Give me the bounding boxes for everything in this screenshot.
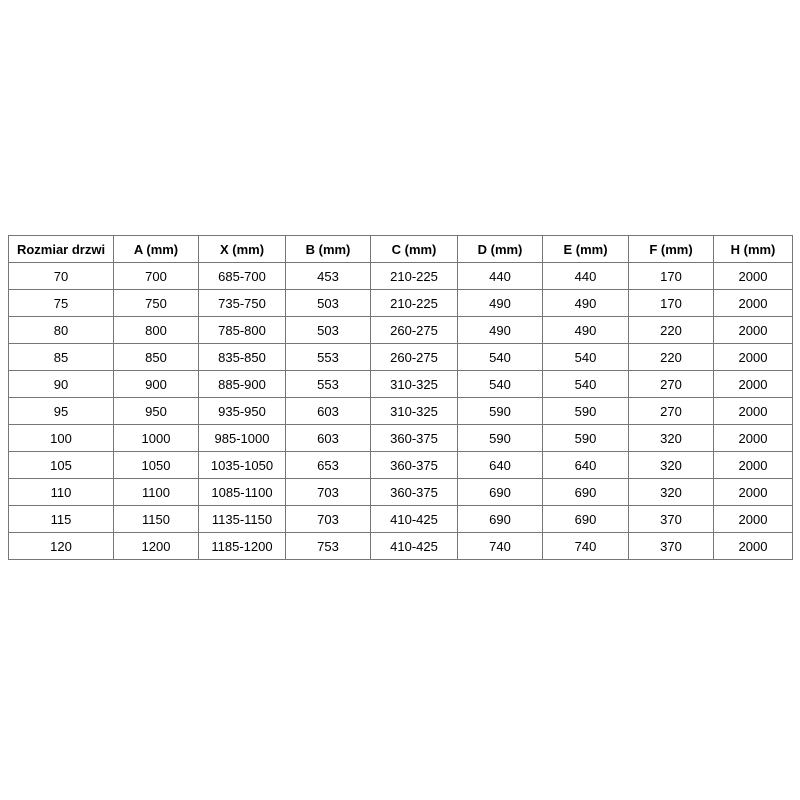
table-row [9, 425, 793, 452]
table-cell: 985-1000 [199, 425, 286, 452]
table-header [9, 236, 793, 263]
table-cell: 2000 [714, 344, 793, 371]
table-row [9, 479, 793, 506]
table-cell: 110 [9, 479, 114, 506]
table-cell: 490 [543, 317, 629, 344]
table-row [9, 371, 793, 398]
table-cell: 490 [458, 317, 543, 344]
table-cell: 370 [629, 506, 714, 533]
table-cell: 800 [114, 317, 199, 344]
table-cell: 740 [458, 533, 543, 560]
table-cell: 105 [9, 452, 114, 479]
table-row [9, 506, 793, 533]
table-cell: 640 [543, 452, 629, 479]
table-cell: 2000 [714, 263, 793, 290]
table-cell: 2000 [714, 398, 793, 425]
table-cell: 935-950 [199, 398, 286, 425]
table-cell: 653 [286, 452, 371, 479]
table-cell: 603 [286, 398, 371, 425]
table-cell: 2000 [714, 452, 793, 479]
table-body [9, 263, 793, 560]
table-cell: 553 [286, 371, 371, 398]
header-cell-6: E (mm) [543, 236, 629, 263]
table-cell: 2000 [714, 479, 793, 506]
table-cell: 785-800 [199, 317, 286, 344]
table-cell: 440 [543, 263, 629, 290]
table-cell: 360-375 [371, 425, 458, 452]
table-row [9, 533, 793, 560]
table-cell: 540 [543, 371, 629, 398]
table-cell: 220 [629, 344, 714, 371]
table-cell: 260-275 [371, 317, 458, 344]
table-cell: 1135-1150 [199, 506, 286, 533]
table-cell: 690 [458, 479, 543, 506]
table-cell: 1100 [114, 479, 199, 506]
header-cell-0: Rozmiar drzwi [9, 236, 114, 263]
table-cell: 1185-1200 [199, 533, 286, 560]
table-cell: 553 [286, 344, 371, 371]
table-cell: 310-325 [371, 371, 458, 398]
table-cell: 1150 [114, 506, 199, 533]
table-cell: 1035-1050 [199, 452, 286, 479]
table-cell: 685-700 [199, 263, 286, 290]
table-cell: 750 [114, 290, 199, 317]
table-cell: 95 [9, 398, 114, 425]
table-cell: 740 [543, 533, 629, 560]
table-cell: 115 [9, 506, 114, 533]
table-cell: 1050 [114, 452, 199, 479]
table-cell: 310-325 [371, 398, 458, 425]
table-cell: 90 [9, 371, 114, 398]
table-cell: 370 [629, 533, 714, 560]
table-row [9, 452, 793, 479]
table-cell: 503 [286, 290, 371, 317]
table-cell: 100 [9, 425, 114, 452]
table-cell: 603 [286, 425, 371, 452]
table-cell: 690 [458, 506, 543, 533]
table-cell: 220 [629, 317, 714, 344]
table-header-row [9, 236, 793, 263]
table-cell: 75 [9, 290, 114, 317]
table-cell: 835-850 [199, 344, 286, 371]
header-cell-7: F (mm) [629, 236, 714, 263]
table-cell: 490 [458, 290, 543, 317]
table-cell: 590 [543, 398, 629, 425]
table-cell: 690 [543, 479, 629, 506]
table-cell: 735-750 [199, 290, 286, 317]
table-cell: 270 [629, 398, 714, 425]
table-cell: 2000 [714, 290, 793, 317]
door-size-table [8, 235, 793, 560]
table-cell: 170 [629, 263, 714, 290]
table-cell: 440 [458, 263, 543, 290]
table-cell: 703 [286, 479, 371, 506]
table-cell: 320 [629, 479, 714, 506]
table-cell: 540 [458, 371, 543, 398]
header-cell-3: B (mm) [286, 236, 371, 263]
table-cell: 2000 [714, 506, 793, 533]
table-cell: 590 [543, 425, 629, 452]
table-cell: 210-225 [371, 263, 458, 290]
table-cell: 360-375 [371, 452, 458, 479]
table-cell: 453 [286, 263, 371, 290]
header-cell-4: C (mm) [371, 236, 458, 263]
table-row [9, 317, 793, 344]
table-cell: 120 [9, 533, 114, 560]
header-cell-5: D (mm) [458, 236, 543, 263]
table-cell: 320 [629, 452, 714, 479]
table-cell: 753 [286, 533, 371, 560]
table-cell: 503 [286, 317, 371, 344]
table-cell: 850 [114, 344, 199, 371]
table-cell: 590 [458, 425, 543, 452]
table-cell: 360-375 [371, 479, 458, 506]
table-cell: 490 [543, 290, 629, 317]
table-cell: 2000 [714, 317, 793, 344]
table-cell: 80 [9, 317, 114, 344]
table-cell: 1085-1100 [199, 479, 286, 506]
table-cell: 410-425 [371, 533, 458, 560]
table-cell: 1200 [114, 533, 199, 560]
table-cell: 950 [114, 398, 199, 425]
table-cell: 2000 [714, 371, 793, 398]
table-cell: 885-900 [199, 371, 286, 398]
table-row [9, 344, 793, 371]
table-cell: 2000 [714, 533, 793, 560]
header-cell-2: X (mm) [199, 236, 286, 263]
table-cell: 270 [629, 371, 714, 398]
table-cell: 260-275 [371, 344, 458, 371]
table-row [9, 290, 793, 317]
table-cell: 410-425 [371, 506, 458, 533]
table-cell: 703 [286, 506, 371, 533]
header-cell-1: A (mm) [114, 236, 199, 263]
table-cell: 170 [629, 290, 714, 317]
table-row [9, 263, 793, 290]
table-cell: 70 [9, 263, 114, 290]
table-cell: 2000 [714, 425, 793, 452]
table-row [9, 398, 793, 425]
table-cell: 85 [9, 344, 114, 371]
table-cell: 690 [543, 506, 629, 533]
table-cell: 210-225 [371, 290, 458, 317]
table-cell: 700 [114, 263, 199, 290]
table-cell: 540 [543, 344, 629, 371]
table-cell: 540 [458, 344, 543, 371]
table-cell: 640 [458, 452, 543, 479]
table-cell: 900 [114, 371, 199, 398]
table-cell: 590 [458, 398, 543, 425]
header-cell-8: H (mm) [714, 236, 793, 263]
table-cell: 1000 [114, 425, 199, 452]
table-cell: 320 [629, 425, 714, 452]
